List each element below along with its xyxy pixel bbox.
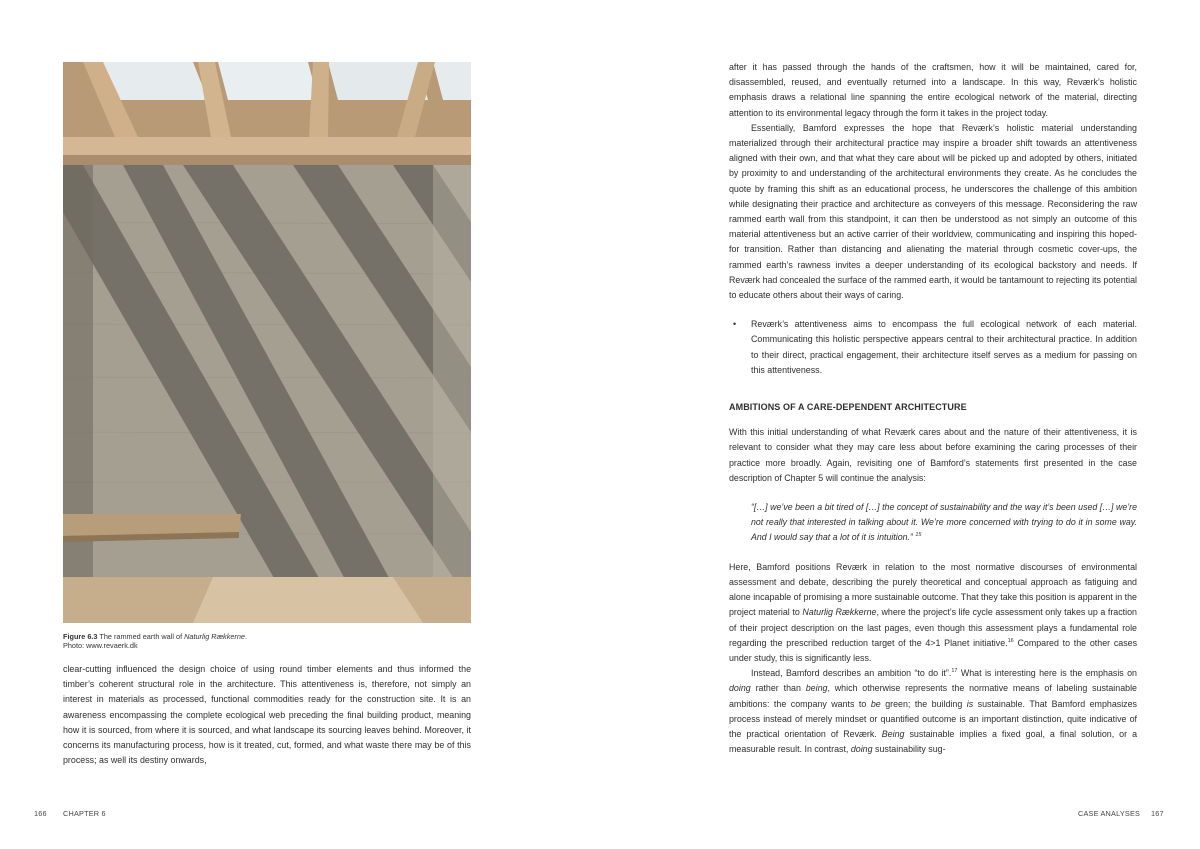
p5-italic-5: Being: [881, 728, 905, 739]
left-running-head: CHAPTER 6: [63, 809, 106, 818]
figure-label: Figure 6.3: [63, 632, 98, 641]
p5-text-c: rather than: [750, 683, 806, 694]
p4-italic: Naturlig Rækkerne: [802, 607, 877, 618]
right-page-number: 167: [1151, 809, 1164, 818]
p5-text-e: green; the building: [880, 698, 967, 709]
bullet-dot: •: [733, 319, 737, 330]
paragraph-5: [729, 666, 1137, 757]
paragraph-3: With this initial understanding of what Reværk cares about and the nature of their attentiveness, it is relevant to consider what they may care less about before examining the caring processes of their practice more broadly. Again, revisiting one of Bamford’s statements first presented in the case description of Chapter 5 will continue the analysis:: [729, 427, 1137, 483]
section-heading: AMBITIONS OF A CARE-DEPENDENT ARCHITECTURE: [729, 402, 967, 413]
p4-text-a: Here, Bamford positions Reværk in relation to the most normative discourses of environmental assessment and debate, describing the purely theoretical and conceptual approach as fatiguing and alone incapable of promising a more sustainable outcome. That they take this position is apparent in the project material to: [729, 561, 1137, 618]
p5-text-f: sustainable. That Bamford emphasizes process instead of merely mindset or quantified outcome is an important distinction, quite indicative of the practical orientation of Reværk.: [729, 698, 1137, 739]
left-page-number: 166: [34, 809, 47, 818]
p5-text-g: sustainable implies a fixed goal, a final solution, or a measurable result. In contrast,: [729, 728, 1138, 755]
figure-caption: [63, 632, 483, 650]
p5-italic-2: being: [805, 683, 828, 694]
p5-italic-6: doing: [850, 744, 873, 755]
p5-italic-1: doing: [729, 683, 751, 694]
paragraph-2: Essentially, Bamford expresses the hope that Reværk’s holistic material understanding materialized through their architectural practice may inspire a broader shift towards an attentiveness aligned with their own, and that what they care about will be picked up and adopted by others, initiated by proximity to and understanding of the architectural environments they create. As he concludes the quote by framing this shift as an educational process, he underscores the challenge of this ambition while designating their practice and architecture as conveyers of this message. Reconsidering the raw rammed earth wall from this standpoint, it can then be understood as not simply an outcome of this material attentiveness but an active carrier of their worldview, communicating and inspiring this hoped-for transition. Rather than distancing and alienating the material through cosmetic cover-ups, the rammed earth’s rawness invites a deeper understanding of its ecological backstory and needs. If Reværk had concealed the surface of the rammed earth, it would be tantamount to rejecting its potential to educate others about their ways of caring.: [729, 122, 1137, 301]
p5-text-h: sustainability sug-: [872, 744, 946, 755]
caption-italic: Naturlig Rækkerne: [184, 632, 245, 641]
p5-italic-4: is: [966, 698, 974, 709]
bullet-item: [729, 317, 1137, 378]
p5-text-d: , which otherwise represents the normative means of labeling sustainable ambitions: the company wants to: [729, 683, 1137, 709]
right-body-text: [729, 60, 1137, 757]
p5-text-a: Instead, Bamford describes an ambition “to do it”.: [751, 668, 952, 679]
bullet-text: Reværk’s attentiveness aims to encompass the full ecological network of each material. Communicating this holistic perspective appears central to their architectural practice. In addition to their direct, practical engagement, their architecture itself serves as a medium for passing on this attentiveness.: [751, 319, 1137, 375]
footnote-16: 16: [1007, 637, 1014, 644]
caption-end: .: [244, 632, 247, 641]
footnote-17: 17: [951, 668, 958, 675]
left-body-text: [63, 662, 471, 768]
paragraph-1: after it has passed through the hands of the craftsmen, how it will be maintained, cared for, disassembled, reused, and eventually returned into a landscape. In this way, Reværk’s holistic emphasis draws a relational line spanning the entire ecological network of the material, directing attention to its environmental legacy through the form it takes in the project today.: [729, 62, 1137, 118]
left-paragraph: clear-cutting influenced the design choice of using round timber elements and thus informed the timber’s coherent structural role in the architecture. This attentiveness is, therefore, not simply an interest in materials as processed, functional commodities ready for the construction site. It is an awareness encompassing the complete ecological web preceding the final building product, meaning how it is sourced, from where it is sourced, and what landscape its sourcing leaves behind. Moreover, it concerns its manufacturing process, how is it treated, cut, formed, and what waste there may be of this process; as well its destiny onwards,: [63, 664, 471, 766]
p4-text-b: , where the project’s life cycle assessment only takes up a fraction of their project description on the last pages, even though this assessment plays a fundamental role regarding the prescribed reduction target of the 4>1 Planet initiative.: [729, 607, 1137, 648]
rammed-earth-wall-photo: [63, 62, 471, 623]
p4-text-c: Compared to the other cases under study, this is significantly less.: [729, 637, 1138, 663]
p5-italic-3: be: [870, 698, 881, 709]
right-running-head: CASE ANALYSES: [1078, 809, 1141, 818]
quote-text: “[…] we’ve been a bit tired of […] the concept of sustainability and the way it’s been used […] we’re not really that interested in talking about it. We’re more concerned with trying to do it in some way. And I would say that a lot of it is intuition.”: [751, 502, 1137, 543]
photo-credit: Photo: www.revaerk.dk: [63, 641, 138, 650]
caption-text: The rammed earth wall of: [97, 632, 185, 641]
footnote-15: 15: [915, 532, 922, 539]
block-quote: [729, 500, 1137, 546]
p5-text-b: What is interesting here is the emphasis on: [957, 668, 1137, 679]
paragraph-4: [729, 560, 1137, 666]
right-page: [600, 0, 1200, 849]
